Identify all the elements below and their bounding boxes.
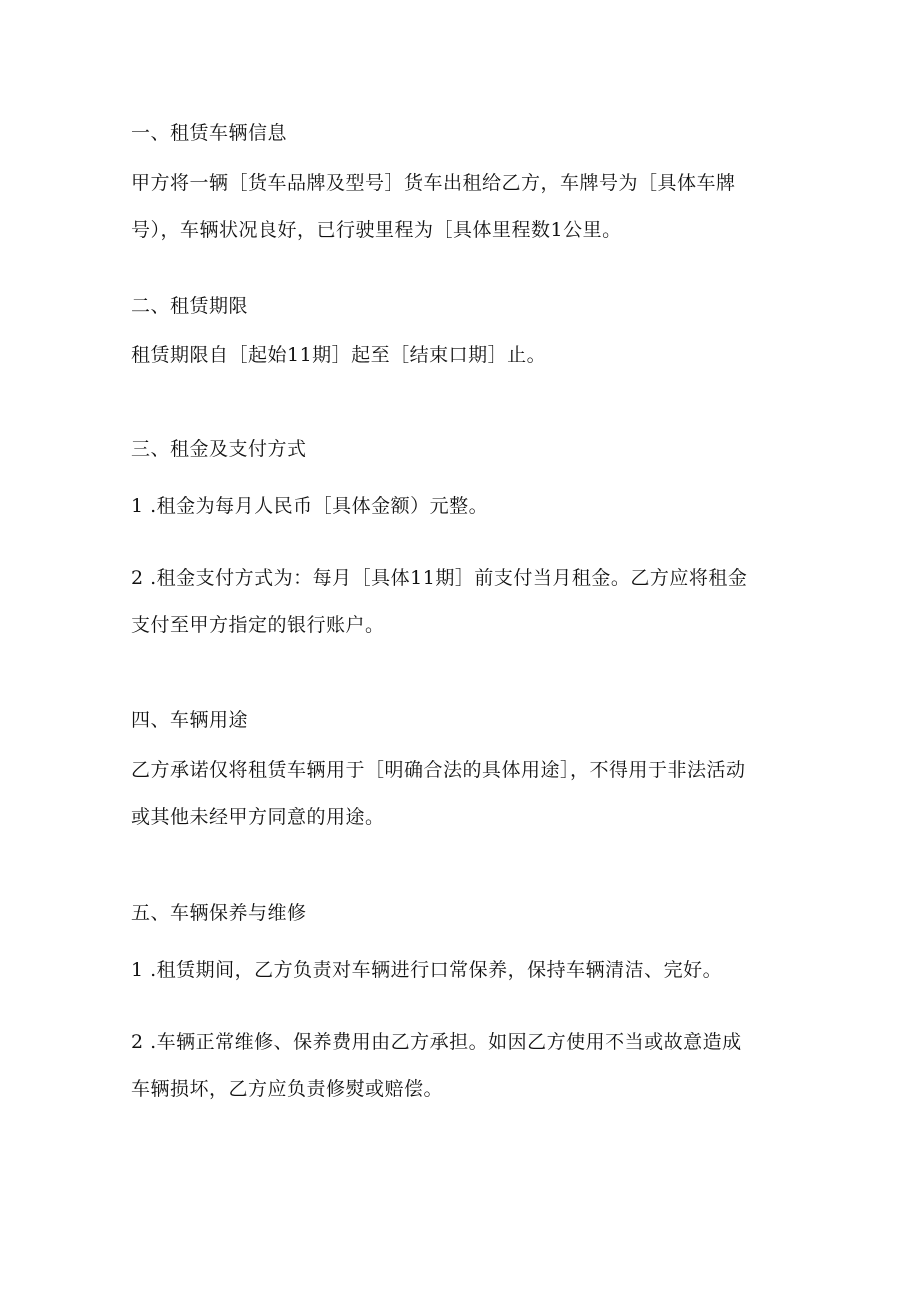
section-heading-lease-term: 二、租赁期限 <box>131 295 249 317</box>
section-heading-maintenance: 五、车辆保养与维修 <box>131 902 307 924</box>
section-heading-vehicle-use: 四、车辆用途 <box>131 709 249 731</box>
list-item: 2 .租金支付方式为：每月［具体11期］前支付当月租金。乙方应将租金 <box>131 567 748 589</box>
paragraph-line: 或其他未经甲方同意的用途。 <box>131 806 385 828</box>
list-item: 1 .租金为每月人民币［具体金额）元整。 <box>131 495 489 517</box>
paragraph-line: 支付至甲方指定的银行账户。 <box>131 614 385 636</box>
section-heading-rent-payment: 三、租金及支付方式 <box>131 438 307 460</box>
paragraph-line: 乙方承诺仅将租赁车辆用于［明确合法的具体用途］，不得用于非法活动 <box>131 759 746 781</box>
section-heading-vehicle-info: 一、租赁车辆信息 <box>131 122 288 144</box>
list-item: 1 .租赁期间，乙方负责对车辆进行口常保养，保持车辆清洁、完好。 <box>131 959 723 981</box>
list-item: 2 .车辆正常维修、保养费用由乙方承担。如因乙方使用不当或故意造成 <box>131 1031 742 1053</box>
paragraph-line: 租赁期限自［起始11期］起至［结束口期］止。 <box>131 344 547 366</box>
paragraph-line: 号），车辆状况良好，已行驶里程为［具体里程数1公里。 <box>131 219 622 241</box>
paragraph-line: 甲方将一辆［货车品牌及型号］货车出租给乙方，车牌号为［具体车牌 <box>131 172 736 194</box>
paragraph-line: 车辆损坏，乙方应负责修熨或赔偿。 <box>131 1078 444 1100</box>
